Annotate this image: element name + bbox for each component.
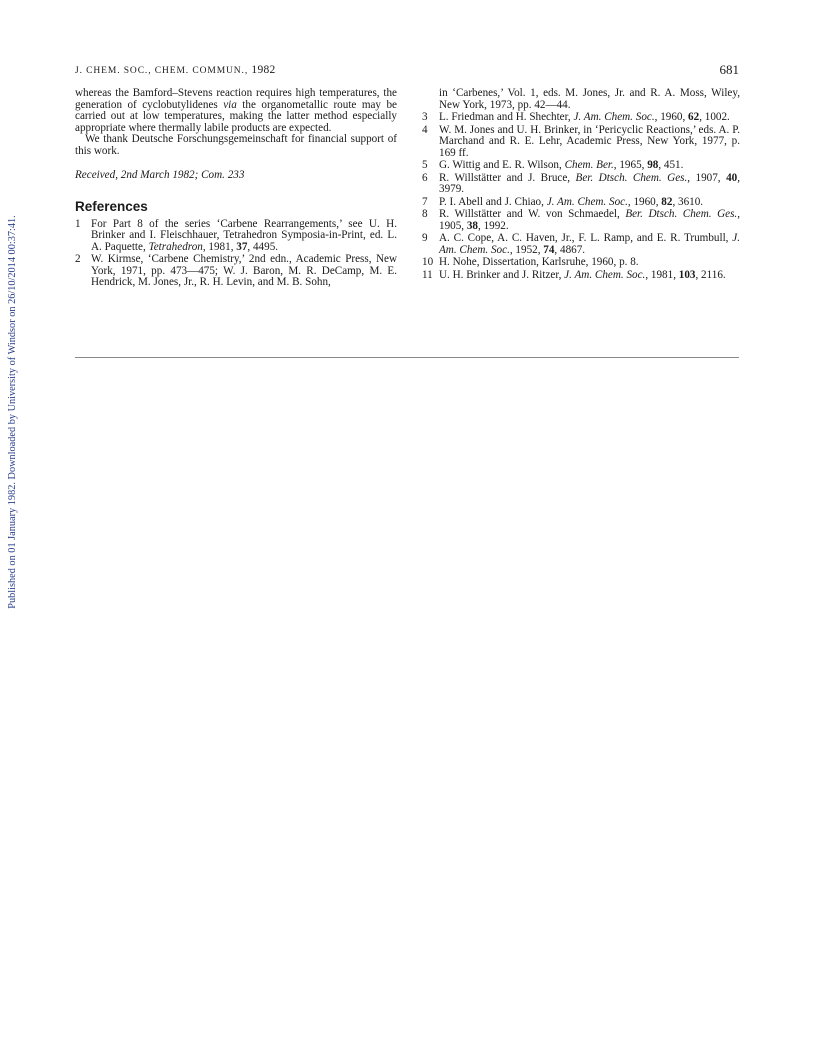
right-column <box>422 88 740 281</box>
reference-2-continued: in ‘Carbenes,’ Vol. 1, eds. M. Jones, Jr. and R. A. Moss, Wiley, New York, 1973, pp. 42—44. <box>439 87 740 111</box>
running-head <box>75 64 276 76</box>
reference-7: 7 P. I. Abell and J. Chiao, J. Am. Chem. Soc., 1960, 82, 3610. <box>422 195 704 208</box>
page-rule <box>75 357 739 358</box>
reference-11: 11 U. H. Brinker and J. Ritzer, J. Am. Chem. Soc., 1981, 103, 2116. <box>422 268 726 281</box>
received-line: Received, 2nd March 1982; Com. 233 <box>75 169 245 181</box>
reference-2: 2 W. Kirmse, ‘Carbene Chemistry,’ 2nd edn., Academic Press, New York, 1971, pp. 473—475; W. J. Baron, M. R. DeCamp, M. E. Hendrick, M. Jones, Jr., R. H. Levin, and M. B. Sohn, <box>75 253 397 288</box>
left-column <box>75 88 397 289</box>
reference-8: 8 R. Willstätter and W. von Schmaedel, Ber. Dtsch. Chem. Ges., 1905, 38, 1992. <box>422 208 740 232</box>
reference-9: 9 A. C. Cope, A. C. Haven, Jr., F. L. Ramp, and E. R. Trumbull, J. Am. Chem. Soc., 1952, 74, 4867. <box>422 232 740 256</box>
journal-year: 1982 <box>251 64 276 76</box>
journal-name: J. CHEM. SOC., CHEM. COMMUN., <box>75 66 249 76</box>
reference-1: 1 For Part 8 of the series ‘Carbene Rearrangements,’ see U. H. Brinker and I. Fleischhauer, Tetrahedron Symposia-in-Print, ed. L. A. Paquette, Tetrahedron, 1981, 37, 4495. <box>75 217 397 253</box>
reference-6: 6 R. Willstätter and J. Bruce, Ber. Dtsch. Chem. Ges., 1907, 40, 3979. <box>422 171 740 195</box>
page-number: 681 <box>719 62 739 77</box>
body-paragraph: whereas the Bamford–Stevens reaction requires high temperatures, the generation of cyclobutylidenes via the organometallic route may be carried out at low temperatures, making the latter method especially appropriate where thermally labile products are expected. <box>75 87 397 134</box>
reference-5: 5 G. Wittig and E. R. Wilson, Chem. Ber., 1965, 98, 451. <box>422 159 684 171</box>
references-heading: References <box>75 198 148 214</box>
publication-stamp: Published on 01 January 1982. Downloaded by University of Windsor on 26/10/2014 00:37:41. <box>7 215 18 609</box>
reference-3: 3 L. Friedman and H. Shechter, J. Am. Chem. Soc., 1960, 62, 1002. <box>422 111 730 123</box>
reference-4: 4 W. M. Jones and U. H. Brinker, in ‘Pericyclic Reactions,’ eds. A. P. Marchand and R. E. Lehr, Academic Press, New York, 1977, p. 169 ff. <box>422 123 740 159</box>
reference-10: 10 H. Nohe, Dissertation, Karlsruhe, 1960, p. 8. <box>422 256 639 268</box>
acknowledgement: We thank Deutsche Forschungsgemeinschaft for financial support of this work. <box>75 133 397 157</box>
